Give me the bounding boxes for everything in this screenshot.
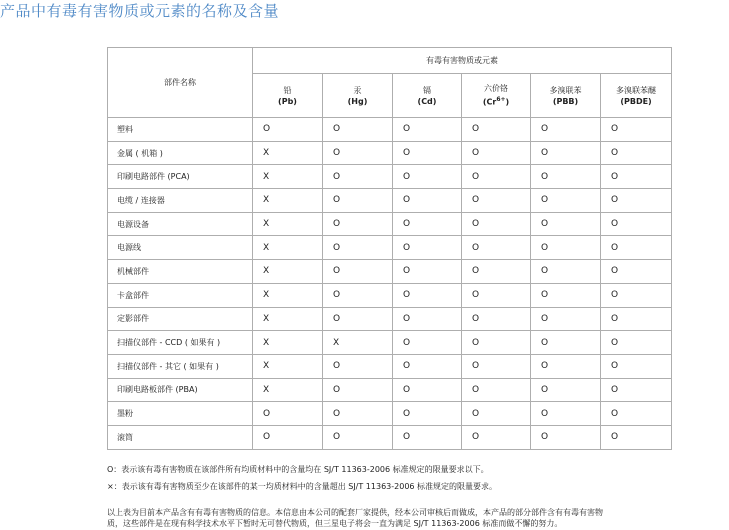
legend-notes — [107, 461, 497, 495]
substance-mark-cell: O — [323, 425, 393, 449]
substance-mark-cell: O — [601, 378, 672, 402]
substance-mark-cell: O — [531, 189, 601, 213]
part-name-cell: 电源设备 — [108, 212, 253, 236]
table-body — [108, 118, 672, 450]
substance-mark-cell: O — [323, 378, 393, 402]
substance-mark-cell: O — [601, 118, 672, 142]
substance-header — [601, 74, 672, 118]
footer-line-2: 质，这些部件是在现有科学技术水平下暂时无可替代物质，但三星电子将会一直为满足 SJ/T 11363-2006 标准而做不懈的努力。 — [107, 518, 563, 528]
substance-name: 镉 — [423, 85, 431, 95]
substance-header — [323, 74, 393, 118]
substance-mark-cell: O — [531, 331, 601, 355]
table-row — [108, 283, 672, 307]
substance-mark-cell: O — [601, 260, 672, 284]
substance-mark-cell: O — [462, 307, 531, 331]
table-row — [108, 141, 672, 165]
substance-mark-cell: O — [393, 425, 462, 449]
part-name-cell: 扫描仪部件 - CCD ( 如果有 ) — [108, 331, 253, 355]
substance-mark-cell: O — [323, 354, 393, 378]
substance-name: 汞 — [353, 85, 362, 95]
substance-name: 多溴联苯 — [549, 85, 582, 95]
substance-mark-cell: O — [601, 236, 672, 260]
table-row — [108, 354, 672, 378]
part-name-cell: 机械部件 — [108, 260, 253, 284]
substance-mark-cell: O — [393, 307, 462, 331]
part-name-header: 部件名称 — [108, 48, 253, 118]
part-name-cell: 扫描仪部件 - 其它 ( 如果有 ) — [108, 354, 253, 378]
substance-symbol: (PBDE) — [620, 96, 652, 106]
substance-mark-cell: O — [531, 402, 601, 426]
substance-name: 铅 — [283, 85, 292, 95]
part-name-cell: 塑料 — [108, 118, 253, 142]
substance-mark-cell: O — [601, 165, 672, 189]
substance-mark-cell: O — [393, 331, 462, 355]
part-name-cell: 金属 ( 机箱 ) — [108, 141, 253, 165]
substance-mark-cell: O — [601, 212, 672, 236]
substance-mark-cell: O — [323, 118, 393, 142]
substance-mark-cell: O — [393, 260, 462, 284]
substance-header — [531, 74, 601, 118]
substance-mark-cell: O — [323, 260, 393, 284]
substance-mark-cell: O — [462, 260, 531, 284]
substance-mark-cell: X — [323, 331, 393, 355]
substance-symbol: (Hg) — [347, 96, 368, 106]
substance-header — [393, 74, 462, 118]
substance-mark-cell: O — [601, 141, 672, 165]
substance-symbol: (Pb) — [278, 96, 297, 106]
substance-mark-cell: O — [462, 425, 531, 449]
substance-mark-cell: O — [601, 307, 672, 331]
part-name-cell: 滚筒 — [108, 425, 253, 449]
substance-symbol: (Cd) — [417, 96, 437, 106]
page-title: 产品中有毒有害物质或元素的名称及含量 — [0, 2, 280, 20]
substance-mark-cell: O — [601, 354, 672, 378]
substance-mark-cell: X — [253, 307, 323, 331]
substance-mark-cell: X — [253, 283, 323, 307]
substance-mark-cell: O — [531, 354, 601, 378]
substance-mark-cell: O — [393, 402, 462, 426]
substance-mark-cell: O — [462, 236, 531, 260]
substance-mark-cell: O — [531, 425, 601, 449]
table-row — [108, 189, 672, 213]
table-row — [108, 307, 672, 331]
substance-mark-cell: X — [253, 378, 323, 402]
substance-mark-cell: O — [393, 189, 462, 213]
table-row — [108, 425, 672, 449]
note-x: ×：表示该有毒有害物质至少在该部件的某一均质材料中的含量超出 SJ/T 11363-2006 标准规定的限量要求。 — [107, 482, 498, 491]
substance-mark-cell: O — [323, 165, 393, 189]
table-row — [108, 331, 672, 355]
substance-mark-cell: O — [531, 212, 601, 236]
substance-mark-cell: X — [253, 331, 323, 355]
substance-mark-cell: O — [601, 425, 672, 449]
substance-mark-cell: O — [601, 402, 672, 426]
substance-mark-cell: O — [323, 236, 393, 260]
substance-header — [253, 74, 323, 118]
substance-mark-cell: X — [253, 141, 323, 165]
table-row — [108, 236, 672, 260]
part-name-cell: 印刷电路部件 (PCA) — [108, 165, 253, 189]
part-name-cell: 电源线 — [108, 236, 253, 260]
substance-mark-cell: O — [462, 331, 531, 355]
substance-mark-cell: X — [253, 354, 323, 378]
substance-mark-cell: O — [393, 378, 462, 402]
substance-mark-cell: O — [462, 189, 531, 213]
substance-mark-cell: O — [323, 141, 393, 165]
substance-mark-cell: O — [531, 141, 601, 165]
substance-mark-cell: O — [462, 212, 531, 236]
part-name-cell: 印刷电路板部件 (PBA) — [108, 378, 253, 402]
substance-mark-cell: O — [323, 212, 393, 236]
table-row — [108, 378, 672, 402]
substance-mark-cell: O — [531, 165, 601, 189]
substance-mark-cell: X — [253, 165, 323, 189]
substance-mark-cell: O — [531, 378, 601, 402]
substance-mark-cell: O — [253, 402, 323, 426]
table-row — [108, 402, 672, 426]
table-row — [108, 212, 672, 236]
substance-mark-cell: O — [601, 283, 672, 307]
substance-mark-cell: O — [531, 260, 601, 284]
table-row — [108, 260, 672, 284]
substance-mark-cell: O — [393, 212, 462, 236]
hazardous-substances-table — [107, 47, 672, 450]
substance-mark-cell: O — [393, 165, 462, 189]
note-o: O：表示该有毒有害物质在该部件所有均质材料中的含量均在 SJ/T 11363-2006 标准规定的限量要求以下。 — [107, 465, 489, 474]
footer-statement — [107, 508, 729, 529]
substance-mark-cell: X — [253, 189, 323, 213]
substance-mark-cell: O — [462, 354, 531, 378]
part-name-cell: 墨粉 — [108, 402, 253, 426]
part-name-cell: 卡盒部件 — [108, 283, 253, 307]
substance-mark-cell: O — [601, 189, 672, 213]
substance-group-header: 有毒有害物质或元素 — [253, 48, 672, 74]
substance-mark-cell: O — [462, 118, 531, 142]
substance-mark-cell: O — [393, 141, 462, 165]
substance-mark-cell: O — [393, 118, 462, 142]
substance-mark-cell: O — [601, 331, 672, 355]
table-row — [108, 118, 672, 142]
substance-mark-cell: O — [462, 141, 531, 165]
substance-name: 六价铬 — [484, 84, 508, 94]
substance-mark-cell: O — [531, 307, 601, 331]
footer-line-1: 以上表为目前本产品含有有毒有害物质的信息。本信息由本公司的配套厂家提供，经本公司审核后而做成，本产品的部分部件含有有毒有害物 — [107, 508, 603, 517]
substance-mark-cell: O — [531, 236, 601, 260]
substance-mark-cell: X — [253, 236, 323, 260]
substance-mark-cell: O — [462, 283, 531, 307]
substance-mark-cell: O — [323, 307, 393, 331]
part-name-cell: 定影部件 — [108, 307, 253, 331]
substance-mark-cell: X — [253, 260, 323, 284]
substance-mark-cell: O — [323, 402, 393, 426]
substance-mark-cell: O — [462, 165, 531, 189]
substance-mark-cell: O — [253, 118, 323, 142]
substance-mark-cell: O — [531, 118, 601, 142]
part-name-cell: 电缆 / 连接器 — [108, 189, 253, 213]
substance-mark-cell: X — [253, 212, 323, 236]
table-row — [108, 165, 672, 189]
substance-mark-cell: O — [462, 402, 531, 426]
substance-header — [462, 74, 531, 118]
substance-symbol: (PBB) — [552, 96, 579, 106]
substance-mark-cell: O — [323, 283, 393, 307]
substance-mark-cell: O — [462, 378, 531, 402]
substance-mark-cell: O — [393, 236, 462, 260]
substance-mark-cell: O — [393, 354, 462, 378]
substance-symbol: $(Cr^{6+})$ — [482, 96, 510, 107]
substance-mark-cell: O — [393, 283, 462, 307]
substance-mark-cell: O — [253, 425, 323, 449]
substance-mark-cell: O — [323, 189, 393, 213]
substance-name: 多溴联苯醚 — [616, 85, 657, 95]
substance-mark-cell: O — [531, 283, 601, 307]
